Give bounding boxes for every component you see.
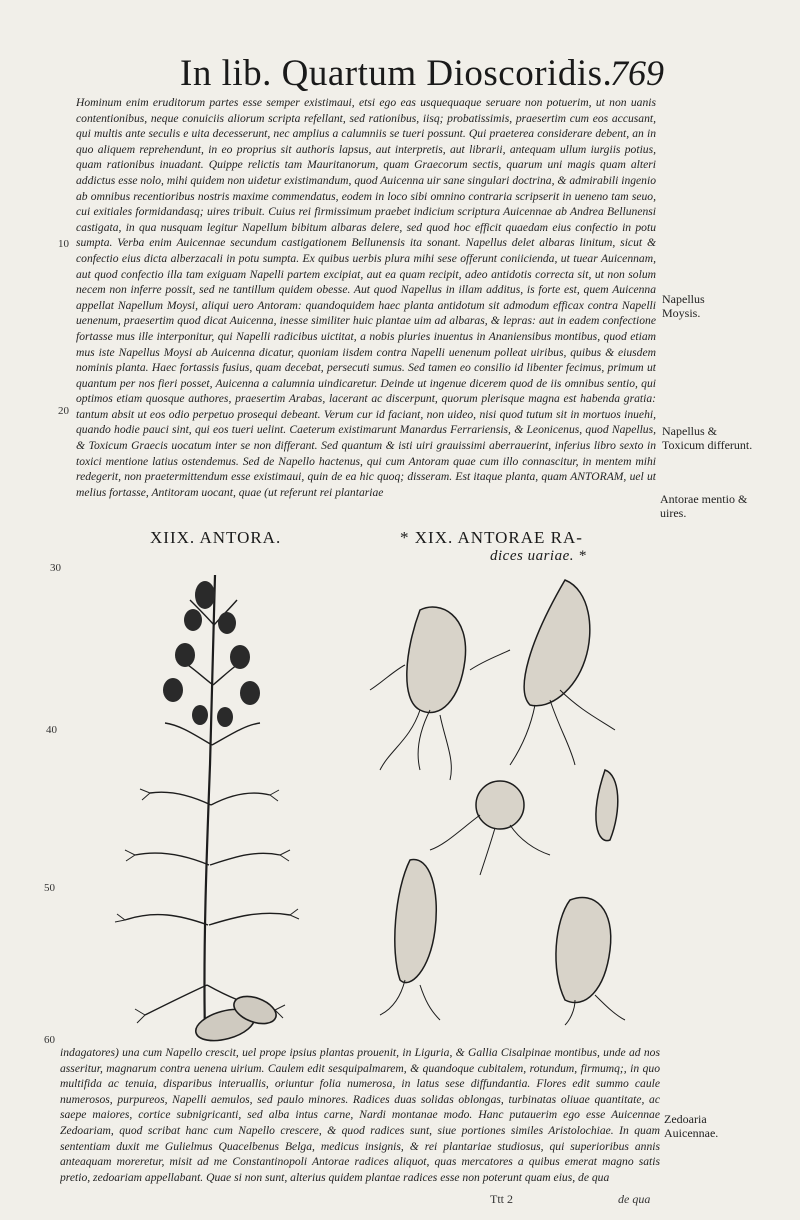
line-number-10: 10 bbox=[58, 238, 69, 250]
marginal-note-zedoaria: Zedoaria Auicennae. bbox=[664, 1112, 719, 1140]
commentary-text-top: Hominum enim eruditorum partes esse semper existimaui, etsi ego eas usquequaque seruare non potuerim, ut non uanis contentionibus, neque conuiciis aliorum scripta refellant, sed rationibus, iisq; probatissimis, praesertim cum eos accusant, qui multis ante seculis e uita decesserunt, nec amplius a calumniis se tueri possunt. Qui praeterea considerare debent, an in quo aliquem reprehendunt, in eo proprius sit authoris lapsus, aut interpretis, aut librarii, antequam ullum iurgiis potius, quam rationibus inuadant. Quippe relictis tam Mauritanorum, quam Graecorum sectis, quarum uni magis quam alteri addictus esse nolo, mihi quidem non uidetur existimandum, quod Auicenna uir sane singulari doctrina, & admirabili ingenio ab omnibus recentioribus nostris maxime commendatus, eodem in loco sibi omnino contraria scripserit in ueneno tam seuo, cui exitiales formidandasq; uires tribuit. Cuius rei firmissimum praebet indicium scriptura Auicennae ab Andrea Bellunensi castigata, in qua nusquam legitur Napellum bibitum albaras delere, sed quod hoc efficit quaedam eius confectio in potu sumpta. Verba enim Auicennae secundum castigationem Bellunensis ita sonant. Napellus delet albaras linitum, sicut & confectio eius dicta alberzacali in potu sumpta. Ex quibus uerbis plura mihi sese offerunt coniicienda, ut tuear Auicennam, aut quod confectio illa tam exiguam Napelli partem excipiat, aut ea quam recipit, adeo antidotis correcta sit, ut non solum necem non inferre possit, sed ne tantillum quidem obesse. Aut quod Napellus in illam additus, is forte est, quem Auicenna appellat Napellum Moysi, aliqui uero Antoram: quandoquidem haec planta antidotum sit admodum efficax contra Napelli uenenum, praesertim quod dicat Auicenna, inesse similiter huic plantae uim ad albaras, & lepras: aut in eadem confectione fortasse mus ille interponitur, qui Napelli radicibus uictitat, a nobis pluries inuentus in Ananiensibus montibus, quod etiam mus iste Napellus Moysi ab Auicenna dicatur, quoniam iisdem contra Napelli uenenum polleat uiribus, quibus & eiusdem nominis planta. Haec fortassis fusius, quam decebat, persecuti sumus. Sed tamen eo consilio id libenter fecimus, primum ut quantum per nos fieri posset, Auicenna a calumnia uindicaretur. Deinde ut ingenue dicerem quod de iis omnibus sentio, qui optimos etiam quosque authores, praesertim Arabas, lacerant ac discerpunt, quorum plerisque magna est habenda gratia: tantum absit ut eos odio perpetuo prosequi debeant. Verum cur id faciant, non uideo, nisi quod tutum sit in mortuos inuehi, quando hodie pauci sint, qui eos tueri uelint. Caeterum existimarunt Manardus Ferrariensis, & Leonicenus, quod Napellus, & Toxicum Graecis uocatum inter se non differant. Sed quantum & isti uiri grauissimi aberrauerint, inferius libro sexto in toxici mentione latius ostendemus. Sed de Napello hactenus, qui cum Antoram quae cum illo connascitur, in mentem mihi redegerit, non praetermittendum esse existimaui, quin de ea hic quoq; disseram. Est itaque planta, quam ANTORAM, uel ut melius fortasse, Antitoram uocant, quae (ut referunt rei plantariae bbox=[76, 96, 656, 499]
running-head: In lib. Quartum Dioscoridis. bbox=[180, 53, 613, 94]
caption-antora: XIIX. ANTORA. bbox=[150, 528, 282, 547]
signature-mark: Ttt 2 bbox=[490, 1192, 513, 1206]
line-number-50: 50 bbox=[44, 882, 55, 894]
catchword: de qua bbox=[618, 1192, 651, 1206]
page-number: 769 bbox=[610, 53, 664, 93]
line-number-30: 30 bbox=[50, 562, 61, 574]
commentary-text-bottom: indagatores) una cum Napello crescit, uel prope ipsius plantas prouenit, in Liguria, & Gallia Cisalpinae montibus, unde ad nos asseritur, magnarum contra uenena uirium. Caulem edit sesquipalmarem, & quandoque cubitalem, rotundum, firmumq;, in quo multifida ac tenuia, disparibus interuallis, oriuntur folia numerosa, in latus sese diffundantia. Flores edit summo caule numerosos, purpureos, Napelli aemulos, sed paulo minores. Radices duas solidas oblongas, turbinatas oliuae quantitate, ac saepe maiores, cortice subnigricanti, sed alba intus carne, Nardi montanae modo. Hanc putauerim ego esse Auicennae Zedoariam, quod scribat hanc cum Napello crescere, & quod radices sunt, siue portiones similes Aristolochiae. In quam sententiam duxit me Gulielmus Quacelbenus Belga, medicus insignis, & rei plantariae studiosus, qui superioribus annis anteaquam moreretur, misit ad me Constantinopoli Antorae radices aliquot, quas mercatores a quibus emerat magno satis pretio, zedoariam appellabant. Quae si non sunt, alterius quidem plantae radices esse non poterunt quam eius, de qua bbox=[60, 1046, 660, 1184]
caption-antorae-radices-line2: dices uariae. * bbox=[490, 548, 587, 564]
caption-antorae-radices: * XIX. ANTORAE RA- bbox=[400, 528, 583, 547]
marginal-note-napellus-moysis: Napellus Moysis. bbox=[662, 292, 705, 320]
line-number-20: 20 bbox=[58, 405, 69, 417]
line-number-40: 40 bbox=[46, 724, 57, 736]
antorae-radices-woodcut bbox=[360, 570, 660, 1030]
antora-plant-woodcut bbox=[85, 565, 325, 1045]
line-number-60: 60 bbox=[44, 1034, 55, 1046]
marginal-note-napellus-toxicum: Napellus & Toxicum differunt. bbox=[662, 424, 753, 452]
marginal-note-antorae: Antorae mentio & uires. bbox=[660, 492, 748, 520]
